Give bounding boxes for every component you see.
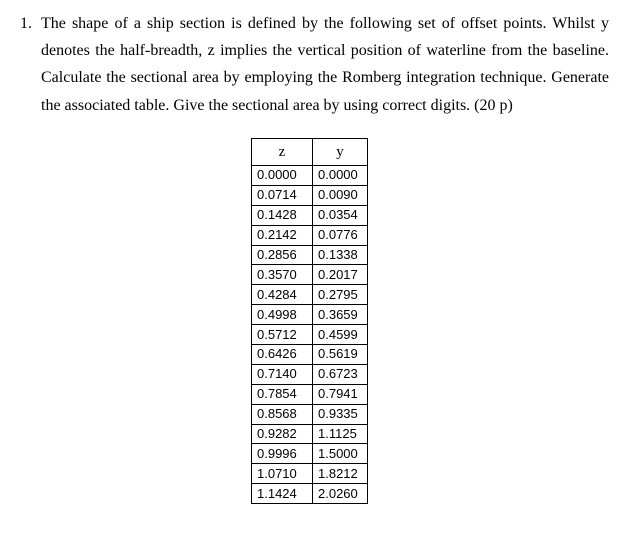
table-row	[252, 265, 368, 285]
table-row	[252, 444, 368, 464]
cell-y: 0.2017	[313, 265, 368, 285]
cell-z: 0.7854	[252, 384, 313, 404]
table-row	[252, 424, 368, 444]
cell-y: 0.1338	[313, 245, 368, 265]
cell-y: 0.0000	[313, 166, 368, 186]
table-row	[252, 285, 368, 305]
cell-z: 0.8568	[252, 404, 313, 424]
cell-z: 0.9996	[252, 444, 313, 464]
cell-y: 0.6723	[313, 364, 368, 384]
cell-y: 0.0090	[313, 185, 368, 205]
question-line-3: Calculate the sectional area by employing the Romberg integration technique. Generate	[41, 69, 609, 86]
table-row	[252, 404, 368, 424]
cell-y: 0.4599	[313, 325, 368, 345]
cell-y: 0.3659	[313, 305, 368, 325]
table-row	[252, 166, 368, 186]
cell-y: 0.5619	[313, 345, 368, 365]
cell-y: 1.5000	[313, 444, 368, 464]
cell-z: 1.1424	[252, 484, 313, 504]
table-row	[252, 205, 368, 225]
cell-z: 0.0000	[252, 166, 313, 186]
question-line-1: The shape of a ship section is defined by the following set of offset points. Whilst y	[41, 15, 609, 32]
question-line-2: denotes the half-breadth, z implies the vertical position of waterline from the baseline.	[41, 42, 609, 59]
table-row	[252, 245, 368, 265]
cell-z: 0.9282	[252, 424, 313, 444]
table-row	[252, 185, 368, 205]
cell-y: 1.8212	[313, 464, 368, 484]
table-body	[252, 166, 368, 504]
table-row	[252, 384, 368, 404]
table-row	[252, 345, 368, 365]
cell-y: 1.1125	[313, 424, 368, 444]
cell-z: 0.1428	[252, 205, 313, 225]
table-row	[252, 325, 368, 345]
cell-y: 0.0354	[313, 205, 368, 225]
cell-z: 0.0714	[252, 185, 313, 205]
cell-z: 0.4284	[252, 285, 313, 305]
cell-y: 0.7941	[313, 384, 368, 404]
cell-z: 0.2856	[252, 245, 313, 265]
cell-y: 2.0260	[313, 484, 368, 504]
cell-y: 0.0776	[313, 225, 368, 245]
cell-z: 0.5712	[252, 325, 313, 345]
table-header-row	[252, 139, 368, 166]
cell-y: 0.2795	[313, 285, 368, 305]
cell-y: 0.9335	[313, 404, 368, 424]
table-row	[252, 484, 368, 504]
cell-z: 1.0710	[252, 464, 313, 484]
table-row	[252, 305, 368, 325]
table-row	[252, 464, 368, 484]
cell-z: 0.4998	[252, 305, 313, 325]
cell-z: 0.6426	[252, 345, 313, 365]
column-header-y: y	[313, 139, 368, 166]
cell-z: 0.7140	[252, 364, 313, 384]
table-row	[252, 364, 368, 384]
cell-z: 0.3570	[252, 265, 313, 285]
question-number: 1.	[20, 15, 32, 32]
column-header-z: z	[252, 139, 313, 166]
cell-z: 0.2142	[252, 225, 313, 245]
question-line-4: the associated table. Give the sectional area by using correct digits. (20 p)	[41, 97, 513, 114]
table-row	[252, 225, 368, 245]
offset-points-table	[251, 138, 368, 504]
